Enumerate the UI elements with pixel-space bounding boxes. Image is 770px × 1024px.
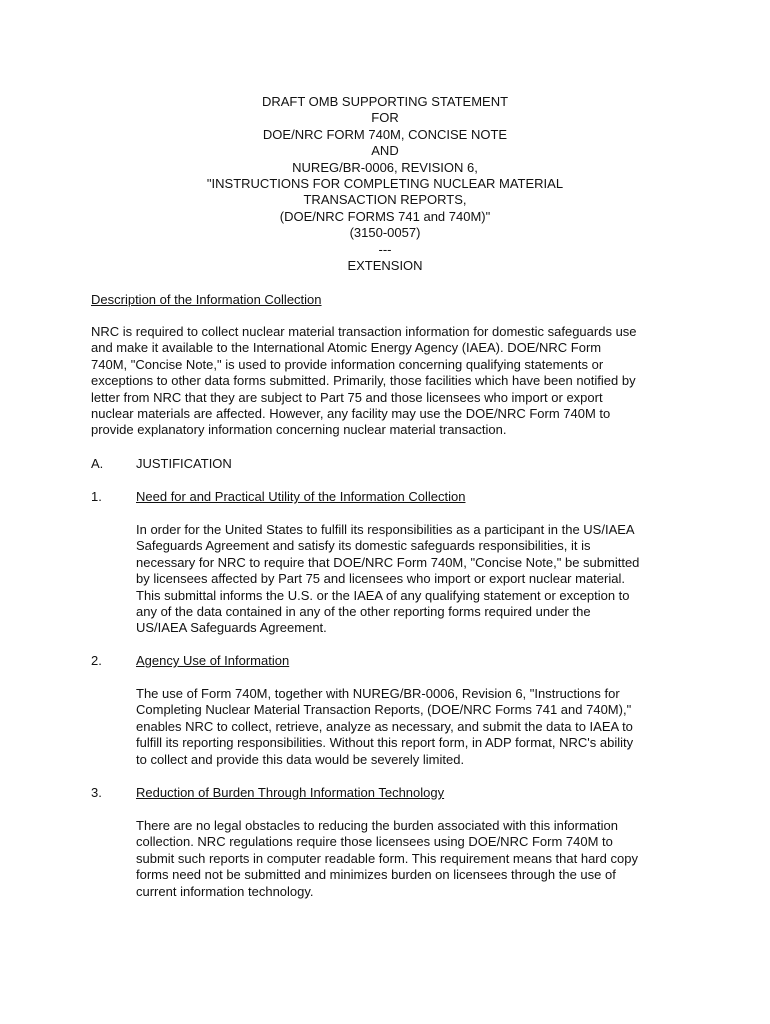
paragraph-line: submit such reports in computer readable form. This requirement means that hard copy [136,850,638,866]
section-a-number: A. [91,456,104,471]
item-3-number: 3. [91,785,102,800]
title-line: EXTENSION [347,257,423,273]
paragraph-line: by licensees affected by Part 75 and licensees who import or export nuclear material. [136,571,625,587]
title-line: FOR [371,110,399,126]
paragraph-line: US/IAEA Safeguards Agreement. [136,620,327,636]
paragraph-line: nuclear materials are affected. However, any facility may use the DOE/NRC Form 740M to [91,406,611,422]
item-1-title: Need for and Practical Utility of the Information Collection [136,489,466,504]
item-1-paragraph [136,522,639,637]
item-3-paragraph [136,818,638,900]
title-line: (3150-0057) [349,225,421,241]
item-2-number: 2. [91,653,102,668]
paragraph-line: letter from NRC that they are subject to Part 75 and those licensees who import or export [91,389,603,405]
title-line: TRANSACTION REPORTS, [303,192,467,208]
paragraph-line: In order for the United States to fulfill its responsibilities as a participant in the US/IAEA [136,522,635,537]
paragraph-line: This submittal informs the U.S. or the IAEA of any qualifying statement or exception to [136,587,630,603]
item-3-title: Reduction of Burden Through Information Technology [136,785,445,800]
paragraph-line: current information technology. [136,883,314,899]
paragraph-line: enables NRC to collect, retrieve, analyze as necessary, and submit the data to IAEA to [136,718,633,734]
title-line: DRAFT OMB SUPPORTING STATEMENT [261,94,509,109]
paragraph-line: There are no legal obstacles to reducing the burden associated with this information [136,818,619,833]
title-line: "INSTRUCTIONS FOR COMPLETING NUCLEAR MATERIAL [206,175,564,191]
item-1-number: 1. [91,489,102,504]
title-line: (DOE/NRC FORMS 741 and 740M)" [279,208,491,224]
paragraph-line: Completing Nuclear Material Transaction Reports, (DOE/NRC Forms 741 and 740M)," [136,702,632,718]
description-heading: Description of the Information Collection [91,292,322,307]
paragraph-line: fulfill its reporting responsibilities. Without this report form, in ADP format, NRC's ability [136,735,634,751]
paragraph-line: The use of Form 740M, together with NUREG/BR-0006, Revision 6, "Instructions for [136,686,620,701]
section-a-title: JUSTIFICATION [136,456,232,471]
paragraph-line: to collect and provide this data would be severely limited. [136,751,465,767]
paragraph-line: and make it available to the International Atomic Energy Agency (IAEA). DOE/NRC Form [91,340,602,356]
title-line: DOE/NRC FORM 740M, CONCISE NOTE [262,126,508,142]
item-2-title: Agency Use of Information [136,653,290,668]
paragraph-line: collection. NRC regulations require those licensees using DOE/NRC Form 740M to [136,834,613,850]
paragraph-line: necessary for NRC to require that DOE/NRC Form 740M, "Concise Note," be submitted [136,554,640,570]
paragraph-line: Safeguards Agreement and satisfy its domestic safeguards responsibilities, it is [136,538,591,554]
title-line: --- [378,241,392,257]
item-2-paragraph [136,686,633,768]
paragraph-line: any of the data contained in any of the other reporting forms required under the [136,604,591,620]
description-paragraph [91,324,637,439]
paragraph-line: forms need not be submitted and minimizes burden on licensees through the use of [136,867,616,883]
document-title-block [0,94,770,274]
title-line: AND [371,143,399,159]
paragraph-line: 740M, "Concise Note," is used to provide information concerning qualifying statements or [91,356,604,372]
paragraph-line: provide explanatory information concerning nuclear material transaction. [91,422,507,438]
paragraph-line: NRC is required to collect nuclear material transaction information for domestic safeguards use [91,324,637,339]
title-line: NUREG/BR-0006, REVISION 6, [292,159,478,175]
paragraph-line: exceptions to other data forms submitted. Primarily, those facilities which have been notified by [91,373,636,389]
